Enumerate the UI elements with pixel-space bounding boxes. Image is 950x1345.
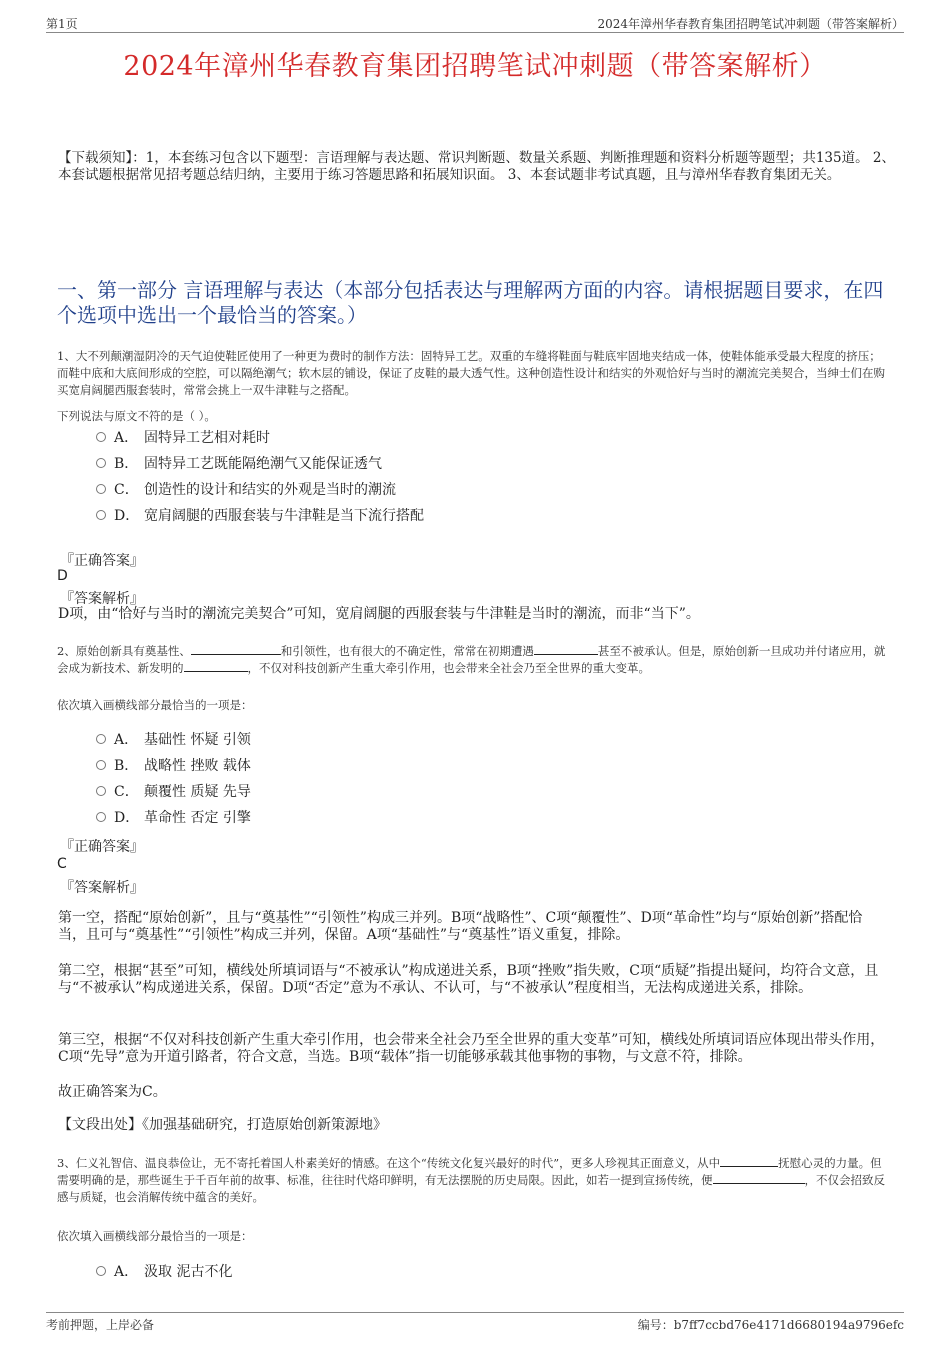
option-c[interactable]: C． 颠覆性 质疑 先导: [96, 781, 251, 807]
answer-value: D: [57, 568, 68, 584]
radio-icon[interactable]: [96, 484, 106, 494]
radio-icon[interactable]: [96, 432, 106, 442]
page-number: 第1页: [46, 17, 78, 31]
radio-icon[interactable]: [96, 1266, 106, 1276]
section-title: 一、第一部分 言语理解与表达（本部分包括表达与理解两方面的内容。请根据题目要求，在四个选项中选出一个最恰当的答案。）: [57, 278, 884, 327]
page-header: [46, 14, 904, 33]
fill-blank: [720, 1155, 778, 1167]
radio-icon[interactable]: [96, 734, 106, 744]
analysis-conclusion: 故正确答案为C。: [58, 1084, 167, 1100]
analysis-paragraph-2: 第二空，根据“甚至”可知，横线处所填词语与“不被承认”构成递进关系，B项“挫败”指失败，C项“质疑”指提出疑问，均符合文意，且与“不被承认”构成递进关系，保留。D项“否定”意为不承认、不认可，与“不被承认”程度相当，无法构成递进关系，排除。: [58, 963, 879, 996]
option-d[interactable]: D． 革命性 否定 引擎: [96, 807, 251, 833]
question-1-options: [96, 427, 424, 531]
analysis-paragraph-1: 第一空，搭配“原始创新”，且与“奠基性”“引领性”构成三并列。B项“战略性”、C项“颠覆性”、D项“革命性”均与“原始创新”搭配恰当，且可与“奠基性”“引领性”构成三并列，保留。A项“基础性”与“奠基性”语义重复，排除。: [58, 910, 863, 943]
option-c[interactable]: C． 创造性的设计和结实的外观是当时的潮流: [96, 479, 424, 505]
option-b[interactable]: B． 固特异工艺既能隔绝潮气又能保证透气: [96, 453, 424, 479]
analysis-paragraph-3: 第三空，根据“不仅对科技创新产生重大牵引作用，也会带来全社会乃至全世界的重大变革”可知，横线处所填词语应体现出带头作用，C项“先导”意为开道引路者，符合文意，当选。B项“载体”指一切能够承载其他事物的事物，与文意不符，排除。: [58, 1032, 885, 1065]
question-2-prompt: 依次填入画横线部分最恰当的一项是：: [57, 698, 253, 712]
fill-blank: [534, 643, 598, 655]
question-3-prompt: 依次填入画横线部分最恰当的一项是：: [57, 1229, 253, 1243]
radio-icon[interactable]: [96, 510, 106, 520]
analysis-label: 『答案解析』: [60, 880, 144, 896]
question-2-text: 2、原始创新具有奠基性、 和引领性，也有很大的不确定性，常常在初期遭遇 甚至不被承认。但是，原始创新一旦成功并付诸应用，就会成为新技术、新发明的 ，不仅对科技创新产生重大牵引作用，也会带来全社会乃至全世界的重大变革。: [57, 644, 886, 675]
option-a[interactable]: A． 汲取 泥古不化: [96, 1261, 232, 1287]
question-2-options: [96, 729, 251, 833]
fill-blank: [191, 643, 281, 655]
footer-serial: 编号：b7ff7ccbd76e4171d6680194a9796efc: [637, 1318, 904, 1332]
download-notice: 【下载须知】：1，本套练习包含以下题型：言语理解与表达题、常识判断题、数量关系题、判断推理题和资料分析题等题型；共135道。 2、本套试题根据常见招考题总结归纳，主要用于练习答题思路和拓展知识面。 3、本套试题非考试真题，且与漳州华春教育集团无关。: [58, 150, 895, 183]
fill-blank: [713, 1172, 805, 1184]
radio-icon[interactable]: [96, 458, 106, 468]
source-citation: 【文段出处】《加强基础研究，打造原始创新策源地》: [58, 1117, 387, 1133]
footer-slogan: 考前押题，上岸必备: [46, 1318, 155, 1332]
radio-icon[interactable]: [96, 812, 106, 822]
page-footer: [46, 1312, 904, 1331]
question-1-prompt: 下列说法与原文不符的是（ ）。: [57, 409, 216, 423]
answer-label: 『正确答案』: [60, 839, 144, 855]
option-a[interactable]: A． 基础性 怀疑 引领: [96, 729, 251, 755]
radio-icon[interactable]: [96, 760, 106, 770]
answer-label: 『正确答案』: [60, 553, 144, 569]
analysis-label: 『答案解析』: [60, 591, 144, 607]
option-b[interactable]: B． 战略性 挫败 载体: [96, 755, 251, 781]
option-d[interactable]: D． 宽肩阔腿的西服套装与牛津鞋是当下流行搭配: [96, 505, 424, 531]
header-doc-title: 2024年漳州华春教育集团招聘笔试冲刺题（带答案解析）: [597, 17, 904, 31]
analysis-text: D项，由“恰好与当时的潮流完美契合”可知，宽肩阔腿的西服套装与牛津鞋是当时的潮流，而非“当下”。: [58, 606, 700, 622]
question-1-text: 1、大不列颠潮湿阴冷的天气迫使鞋匠使用了一种更为费时的制作方法：固特异工艺。双重的车缝将鞋面与鞋底牢固地夹结成一体，使鞋体能承受最大程度的挤压；而鞋中底和大底间形成的空腔，可以隔绝潮气；软木层的铺设，保证了皮鞋的最大透气性。这种创造性设计和结实的外观恰好与当时的潮流完美契合，当绅士们在购买宽肩阔腿西服套装时，常常会挑上一双牛津鞋与之搭配。: [57, 349, 885, 397]
radio-icon[interactable]: [96, 786, 106, 796]
document-title: 2024年漳州华春教育集团招聘笔试冲刺题（带答案解析）: [123, 51, 827, 82]
answer-value: C: [57, 856, 67, 872]
fill-blank: [184, 660, 248, 672]
question-3-text: 3、仁义礼智信、温良恭俭让，无不寄托着国人朴素美好的情感。在这个“传统文化复兴最好的时代”，更多人珍视其正面意义，从中 抚慰心灵的力量。但需要明确的是，那些诞生于千百年前的故事、标准，往往时代烙印鲜明，有无法摆脱的历史局限。因此，如若一提到宣扬传统，便 ，不仅会招致反感与质疑，也会消解传统中蕴含的美好。: [57, 1156, 885, 1204]
option-a[interactable]: A． 固特异工艺相对耗时: [96, 427, 424, 453]
question-3-options: [96, 1261, 232, 1287]
